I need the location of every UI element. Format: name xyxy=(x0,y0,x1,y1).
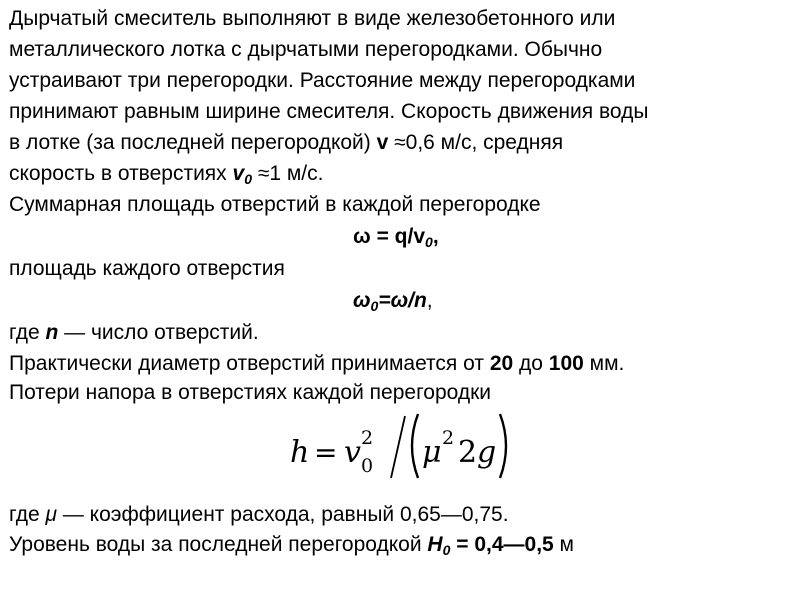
text-span: скорость в отверстиях xyxy=(9,162,233,185)
formula-slash xyxy=(391,416,405,478)
formula-text: , xyxy=(432,225,439,248)
head-loss-formula xyxy=(288,408,518,484)
formula-mu-sup: 2 xyxy=(442,427,455,449)
formula-v: v xyxy=(344,435,361,470)
formula-text: , xyxy=(426,289,433,312)
text-line-15 xyxy=(9,500,509,530)
text-line-6 xyxy=(9,159,323,189)
text-span: Практически диаметр отверстий принимается от xyxy=(9,352,490,375)
text-span: ≈0,6 м/с, средняя xyxy=(388,131,564,154)
text-line-7 xyxy=(9,190,541,220)
text-span: принимают равным ширине смесителя. Скорость движения воды xyxy=(9,100,649,123)
formula-omega xyxy=(353,222,439,252)
text-span: Потери напора в отверстиях каждой перегородки xyxy=(9,381,492,404)
formula-mu: μ xyxy=(422,435,442,470)
text-span: Уровень воды за последней перегородкой xyxy=(9,533,428,556)
text-span: м xyxy=(553,533,574,556)
text-line-2 xyxy=(9,35,602,65)
formula-right-paren xyxy=(500,414,506,478)
text-span: ≈1 м/с. xyxy=(252,162,324,185)
text-span: Суммарная площадь отверстий в каждой перегородке xyxy=(9,193,541,216)
h0-symbol: H xyxy=(427,533,443,556)
text-span: металлического лотка с дырчатыми перегородками. Обычно xyxy=(9,38,603,61)
mu-symbol: μ xyxy=(45,503,57,526)
formula-omega0 xyxy=(353,286,433,316)
text-line-13 xyxy=(9,378,491,408)
formula-left-paren xyxy=(412,414,418,478)
text-line-1 xyxy=(9,4,615,34)
text-span: в лотке (за последней перегородкой) xyxy=(9,131,377,154)
formula-g: g xyxy=(477,435,497,470)
text-span: где xyxy=(9,321,46,344)
text-span: — число отверстий. xyxy=(58,321,259,344)
text-span: мм. xyxy=(583,352,625,375)
formula-svg xyxy=(288,408,518,484)
formula-h: h xyxy=(290,435,310,470)
formula-text: ω xyxy=(353,289,371,312)
subscript: 0 xyxy=(425,234,433,250)
formula-v-sup: 2 xyxy=(361,427,374,449)
velocity-symbol: v xyxy=(376,131,389,154)
n-symbol: n xyxy=(45,321,59,344)
level-value: = 0,4—0,5 xyxy=(450,533,554,556)
number-100: 100 xyxy=(548,352,584,375)
subscript: 0 xyxy=(244,171,252,187)
formula-v-sub: 0 xyxy=(361,455,374,477)
text-span: Дырчатый смеситель выполняют в виде железобетонного или xyxy=(9,7,616,30)
text-line-3 xyxy=(9,66,635,96)
number-20: 20 xyxy=(489,352,514,375)
formula-text: ω = q/v xyxy=(353,225,426,248)
text-line-11 xyxy=(9,318,259,348)
formula-two: 2 xyxy=(458,435,478,470)
text-line-9 xyxy=(9,254,285,284)
text-line-16 xyxy=(9,530,574,560)
text-line-12 xyxy=(9,349,624,379)
text-line-4 xyxy=(9,97,648,127)
text-span: где xyxy=(9,503,46,526)
subscript: 0 xyxy=(370,298,379,314)
velocity-symbol: v xyxy=(232,162,245,185)
text-span: устраивают три перегородки. Расстояние между перегородками xyxy=(9,69,636,92)
text-span: площадь каждого отверстия xyxy=(9,257,285,280)
text-span: до xyxy=(513,352,549,375)
subscript: 0 xyxy=(442,542,451,558)
formula-equals: = xyxy=(314,436,338,469)
text-line-5 xyxy=(9,128,563,158)
formula-text: =ω/n xyxy=(378,289,427,312)
text-span: — коэффициент расхода, равный 0,65—0,75. xyxy=(57,503,509,526)
